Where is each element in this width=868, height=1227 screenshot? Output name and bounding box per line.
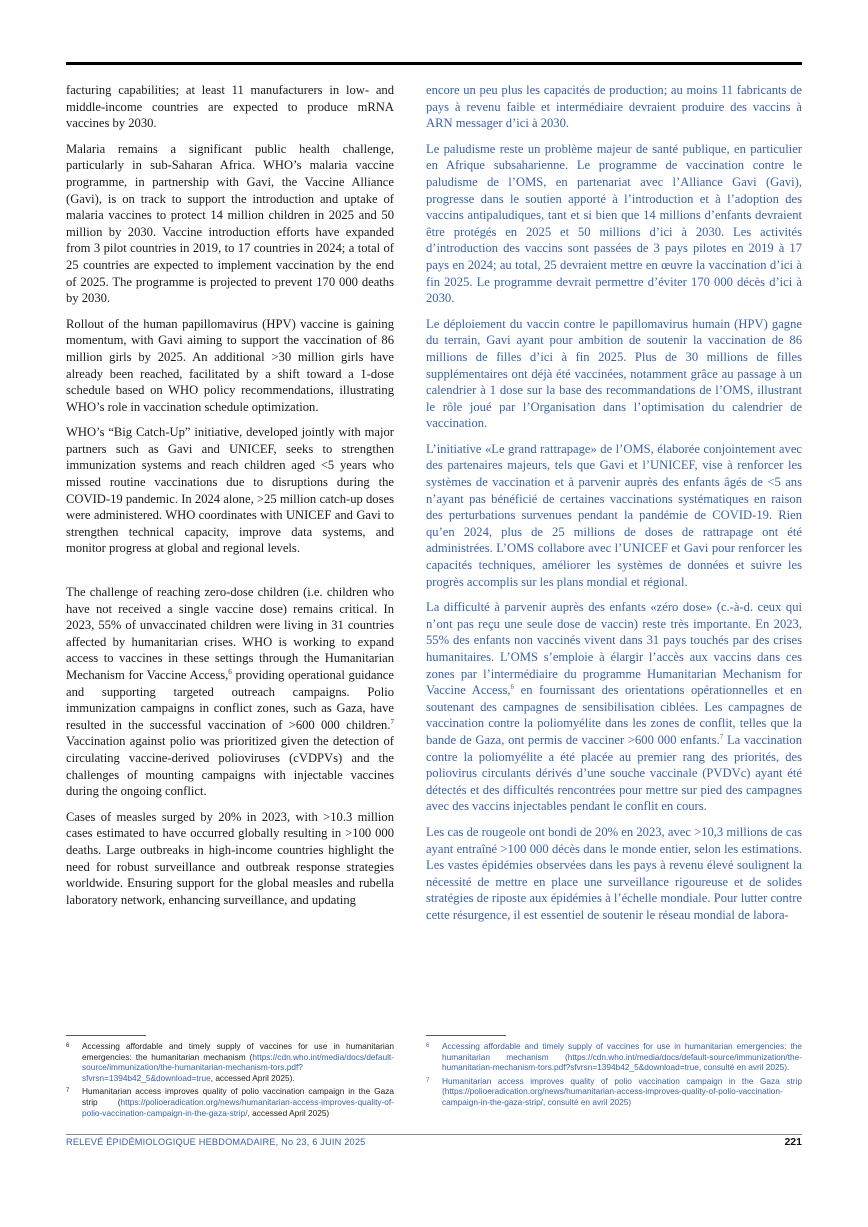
top-rule: [66, 62, 802, 65]
footnote-7: [426, 1076, 802, 1108]
footnote-ref-7[interactable]: 7: [390, 717, 394, 726]
en-p5-text-1: The challenge of reaching zero-dose children (i.e. children who have not received a single vaccine dose) remains critical. In 2023, 55% of unvaccinated children were living in 31 countries affected by humanitarian crises. WHO is working to expand access to vaccines in these settings through the Humanitarian Mechanism for Vaccine Access,: [66, 585, 394, 682]
fr-paragraph-3: Le déploiement du vaccin contre le papillomavirus humain (HPV) gagne du terrain, Gavi ayant pour ambition de soutenir la vaccination de 86 millions de filles d’ici à fin 2025. Plus de 30 millions de filles supplémentaires ont déjà été vaccinées, notamment grâce au passage à un calendrier à 1 dose sur la base des recommandations de l’OMS, illustrant le rôle joué par l’Organisation dans l’optimisation du calendrier de vaccination.: [426, 316, 802, 431]
footnote-link[interactable]: https://polioeradication.org/news/humanitarian-access-improves-quality-of-polio-vaccination-campaign-in-the-gaza-strip/: [82, 1096, 394, 1118]
fr-p5-text-3: La vaccination contre la poliomyélite a été placée au premier rang des priorités, des poliovirus circulants dérivés d’une souche vaccinale (PVDVc) ayant été détectés et des difficultés rencontrées pour mettre sur pied des campagnes avec des vaccins injectables pendant le conflit en cours.: [426, 732, 802, 814]
footnote-6: [426, 1041, 802, 1073]
fr-paragraph-2: Le paludisme reste un problème majeur de santé publique, en particulier en Afrique subsaharienne. Le programme de vaccination contre le paludisme de l’OMS, en partenariat avec l’Alliance Gavi (Gavi), progresse dans le soutien apporté à l’introduction et à l’adoption des vaccins antipaludiques, tant et si bien que 14 millions d’enfants devraient être protégés en 2025 et 50 millions d’ici à 2030. Les activités d’introduction des vaccins sont passées de 3 pays pilotes en 2019 à 17 pays en 2024; au total, 25 devraient mettre en œuvre la vaccination d’ici à fin 2025. Le programme devrait permettre d’éviter 170 000 décès d’ici à 2030.: [426, 141, 802, 306]
footnote-text: Humanitarian access improves quality of polio vaccination campaign in the Gaza strip (: [442, 1075, 802, 1097]
footnote-7: [66, 1086, 394, 1118]
en-paragraph-2: Malaria remains a significant public health challenge, particularly in sub-Saharan Africa. WHO’s malaria vaccine programme, in partnership with Gavi, the Vaccine Alliance (Gavi), is on track to support the introduction and uptake of malaria vaccines to protect 14 million children in 2025 and 50 million by 2030. Vaccine introduction efforts have expanded from 3 pilot countries in 2019, to 17 countries in 2024; a total of 25 countries are expected to implement vaccination by the end of 2025. The programme is projected to prevent 170 000 deaths by 2030.: [66, 141, 394, 306]
french-footnotes: [426, 1041, 802, 1111]
english-footnotes: [66, 1041, 394, 1121]
footnote-link[interactable]: https://cdn.who.int/media/docs/default-source/immunization/the-humanitarian-mechanism-tors.pdf?sfvrsn=1394b42_5&download=true: [82, 1051, 394, 1083]
en-p5-text-2: providing operational guidance and supporting targeted outreach campaigns. Polio immunization campaigns in conflict zones, such as Gaza, have resulted in the successful vaccination of >600 000 children.: [66, 668, 394, 732]
fr-p5-text-1: La difficulté à parvenir auprès des enfants «zéro dose» (c.-à-d. ceux qui n’ont pas reçu une seule dose de vaccin) reste très importante. En 2023, 55% des enfants non vaccinés vivent dans 31 pays touchés par des crises humanitaires. L’OMS s’emploie à élargir l’accès aux vaccins dans ces zones par l’intermédiaire du programme Humanitarian Mechanism for Vaccine Access,: [426, 600, 802, 698]
footnote-ref-6[interactable]: 6: [228, 667, 232, 676]
footnote-text: Accessing affordable and timely supply of vaccines for use in humanitarian emergencies: the humanitarian mechanism (: [442, 1041, 802, 1062]
fr-paragraph-1: encore un peu plus les capacités de production; au moins 11 fabricants de pays à revenu faible et intermédiaire devraient produire des vaccins à ARN messager d’ici à 2030.: [426, 83, 802, 131]
en-p5-text-3: Vaccination against polio was prioritized given the detection of circulating vaccine-derived polioviruses (cVDPVs) and the challenges of mounting campaigns with injectable vaccines during the ongoing conflict.: [66, 734, 394, 799]
footnote-rule-en: [66, 1035, 146, 1036]
footnote-access-note: , accessed April 2025): [247, 1107, 330, 1118]
publication-title: RELEVÉ ÉPIDÉMIOLOGIQUE HEBDOMADAIRE, No 23, 6 JUIN 2025: [66, 1137, 366, 1147]
french-column: [426, 82, 802, 933]
page-number: 221: [784, 1136, 802, 1148]
fr-p5-text-2: en fournissant des orientations opérationnelles et en soutenant des campagnes de sensibilisation ciblées. Les campagnes de vaccination contre la poliomyélite dans les zones de conflit, telles que la bande de Gaza, ont permis de vacciner >600 000 enfants.: [426, 683, 803, 747]
footnote-link[interactable]: https://cdn.who.int/media/docs/default-source/immunization/the-humanitarian-mechanism-tors.pdf?sfvrsn=1394b42_5&download=true: [442, 1051, 802, 1073]
footnote-ref-6[interactable]: 6: [510, 683, 515, 691]
footnote-number: 6: [66, 1043, 70, 1049]
section-gap: [66, 566, 394, 584]
fr-paragraph-5: [426, 599, 802, 815]
footnote-ref-7[interactable]: 7: [719, 732, 724, 741]
en-paragraph-4: WHO’s “Big Catch-Up” initiative, developed jointly with major partners such as Gavi and UNICEF, seeks to strengthen immunization systems and reach children aged <5 years who missed routine vaccinations due to disruptions during the COVID-19 pandemic. In 2024 alone, >25 million catch-up doses were administered. WHO coordinates with UNICEF and Gavi to strengthen technical capacity, improve data systems, and monitor progress at global and regional levels.: [66, 425, 394, 556]
footer-rule: [66, 1134, 802, 1135]
en-paragraph-1: facturing capabilities; at least 11 manufacturers in low- and middle-income countries are expected to produce mRNA vaccines by 2030.: [66, 83, 394, 131]
fr-paragraph-4: L’initiative «Le grand rattrapage» de l’OMS, élaborée conjointement avec des partenaires majeurs, tels que Gavi et l’UNICEF, vise à renforcer les systèmes de vaccination et à parvenir auprès des enfants âgés de <5 ans n’ayant pas bénéficié de certaines vaccinations systématiques en raison des perturbations survenues pendant la pandémie de COVID-19. Rien qu’en 2024, plus de 25 millions de doses de rattrapage ont été administrées. L’OMS collabore avec l’UNICEF et Gavi pour renforcer les capacités techniques, améliorer les systèmes de données et suivre les progrès accomplis sur les plans mondial et régional.: [426, 441, 802, 589]
footnote-access-note: , accessed April 2025).: [210, 1072, 295, 1083]
footnote-access-note: , consulté en avril 2025): [543, 1096, 632, 1107]
english-column: [66, 82, 394, 917]
en-paragraph-6: Cases of measles surged by 20% in 2023, with >10.3 million cases estimated to have occurred globally resulting in >100 000 deaths. Large outbreaks in high-income countries highlight the need for robust surveillance and outbreak response strategies worldwide. Ensuring support for the global measles and rubella laboratory network, enhancing surveillance, and updating: [66, 809, 394, 907]
footnote-rule-fr: [426, 1035, 506, 1036]
footnote-access-note: , consulté en avril 2025).: [698, 1062, 790, 1073]
en-paragraph-3: Rollout of the human papillomavirus (HPV) vaccine is gaining momentum, with Gavi aiming to support the vaccination of 86 million girls by 2025. An additional >30 million girls have already been reached, facilitated by a shift toward a 1-dose schedule based on WHO policy recommendations, illustrating WHO’s role in vaccination schedule optimization.: [66, 316, 394, 414]
footnote-number: 6: [426, 1043, 430, 1049]
footnote-number: 7: [426, 1077, 430, 1084]
footnote-text: Accessing affordable and timely supply of vaccines for use in humanitarian emergencies: the humanitarian mechanism (: [82, 1041, 394, 1062]
footnote-6: [66, 1041, 394, 1083]
footnote-number: 7: [66, 1088, 70, 1095]
fr-paragraph-6: Les cas de rougeole ont bondi de 20% en 2023, avec >10,3 millions de cas ayant entraîné >100 000 décès dans le monde entier, selon les estimations. Les vastes épidémies observées dans les pays à revenu élevé soulignent la nécessité de mettre en place une surveillance rigoureuse et de solides stratégies de riposte aux épidémies à l’échelle mondiale. Pour lutter contre cette résurgence, il est essentiel de soutenir le réseau mondial de labora-: [426, 824, 802, 922]
footnote-link[interactable]: https://polioeradication.org/news/humanitarian-access-improves-quality-of-polio-vaccination-campaign-in-the-gaza-strip/: [442, 1086, 783, 1107]
footnote-text: Humanitarian access improves quality of polio vaccination campaign in the Gaza strip (: [82, 1086, 394, 1107]
en-paragraph-5: [66, 584, 394, 800]
